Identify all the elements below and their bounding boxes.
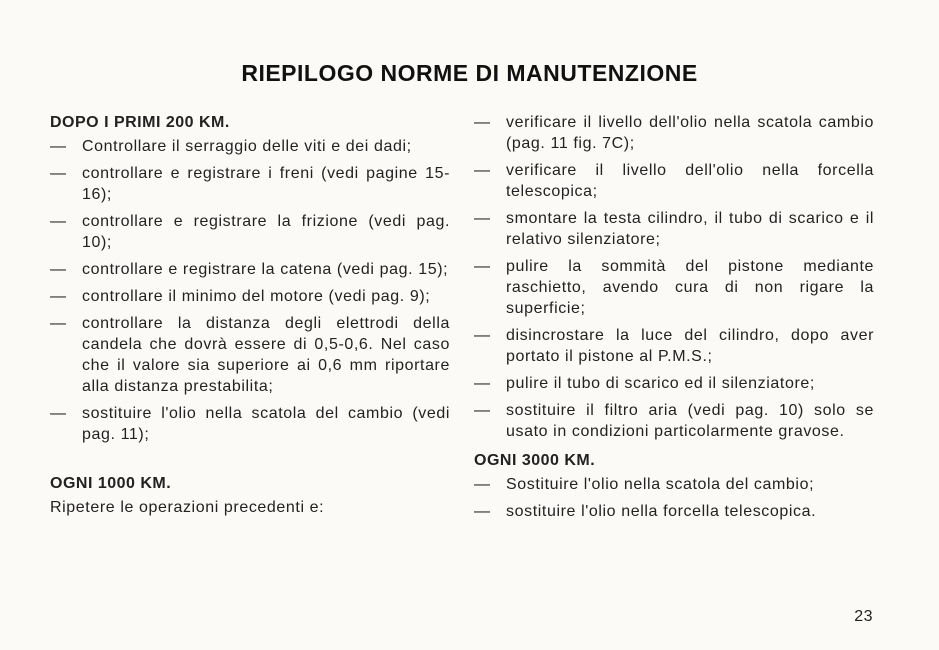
item-text: sostituire il filtro aria (vedi pag. 10) solo se usato in condizioni particolarmente gravose. <box>506 402 874 440</box>
list-every-1000km-continued <box>474 112 874 442</box>
dash-marker: — <box>50 165 67 182</box>
dash-marker: — <box>474 258 491 275</box>
item-text: pulire il tubo di scarico ed il silenziatore; <box>506 375 815 392</box>
list-item <box>50 286 450 307</box>
heading-every-1000km: OGNI 1000 KM. <box>50 475 172 492</box>
dash-marker: — <box>50 138 67 155</box>
item-text: Controllare il serraggio delle viti e dei dadi; <box>82 138 412 155</box>
dash-marker: — <box>474 327 491 344</box>
item-text: disincrostare la luce del cilindro, dopo aver portato il pistone al P.M.S.; <box>506 327 874 365</box>
list-item <box>50 259 450 280</box>
list-item <box>50 403 450 445</box>
list-item <box>50 136 450 157</box>
item-text: sostituire l'olio nella forcella telescopica. <box>506 503 817 520</box>
list-item <box>50 211 450 253</box>
dash-marker: — <box>50 315 67 332</box>
heading-first-200km: DOPO I PRIMI 200 KM. <box>50 114 230 131</box>
list-every-3000km <box>474 474 874 522</box>
list-item <box>474 400 874 442</box>
item-text: Sostituire l'olio nella scatola del cambio; <box>506 476 815 493</box>
dash-marker: — <box>474 503 491 520</box>
dash-marker: — <box>474 114 491 131</box>
list-item <box>474 208 874 250</box>
list-item <box>474 373 874 394</box>
item-text: controllare e registrare la catena (vedi pag. 15); <box>82 261 449 278</box>
dash-marker: — <box>50 288 67 305</box>
item-text: smontare la testa cilindro, il tubo di scarico e il relativo silenziatore; <box>506 210 874 248</box>
list-item <box>474 325 874 367</box>
dash-marker: — <box>50 213 67 230</box>
item-text: pulire la sommità del pistone mediante raschietto, avendo cura di non rigare la superficie; <box>506 258 874 317</box>
page-number: 23 <box>854 608 873 625</box>
item-text: controllare la distanza degli elettrodi della candela che dovrà essere di 0,5-0,6. Nel caso che il valore sia superiore ai 0,6 mm riportare alla distanza prestabilita; <box>82 315 450 395</box>
list-item <box>474 112 874 154</box>
item-text: controllare e registrare la frizione (vedi pag. 10); <box>82 213 450 251</box>
list-first-200km <box>50 136 450 445</box>
list-item <box>50 313 450 397</box>
dash-marker: — <box>474 210 491 227</box>
item-text: controllare il minimo del motore (vedi pag. 9); <box>82 288 431 305</box>
heading-every-3000km: OGNI 3000 KM. <box>474 452 596 469</box>
dash-marker: — <box>50 261 67 278</box>
right-column <box>474 112 874 528</box>
list-item <box>474 501 874 522</box>
list-item <box>474 160 874 202</box>
list-item <box>474 474 874 495</box>
list-item <box>474 256 874 319</box>
dash-marker: — <box>474 162 491 179</box>
dash-marker: — <box>474 402 491 419</box>
page-title: RIEPILOGO NORME DI MANUTENZIONE <box>241 60 698 86</box>
list-item <box>50 163 450 205</box>
left-column <box>50 112 450 518</box>
dash-marker: — <box>474 476 491 493</box>
dash-marker: — <box>50 405 67 422</box>
dash-marker: — <box>474 375 491 392</box>
item-text: controllare e registrare i freni (vedi pagine 15-16); <box>82 165 450 203</box>
item-text: sostituire l'olio nella scatola del cambio (vedi pag. 11); <box>82 405 450 443</box>
item-text: verificare il livello dell'olio nella forcella telescopica; <box>506 162 874 200</box>
intro-text-1000km: Ripetere le operazioni precedenti e: <box>50 499 325 516</box>
item-text: verificare il livello dell'olio nella scatola cambio (pag. 11 fig. 7C); <box>506 114 874 152</box>
